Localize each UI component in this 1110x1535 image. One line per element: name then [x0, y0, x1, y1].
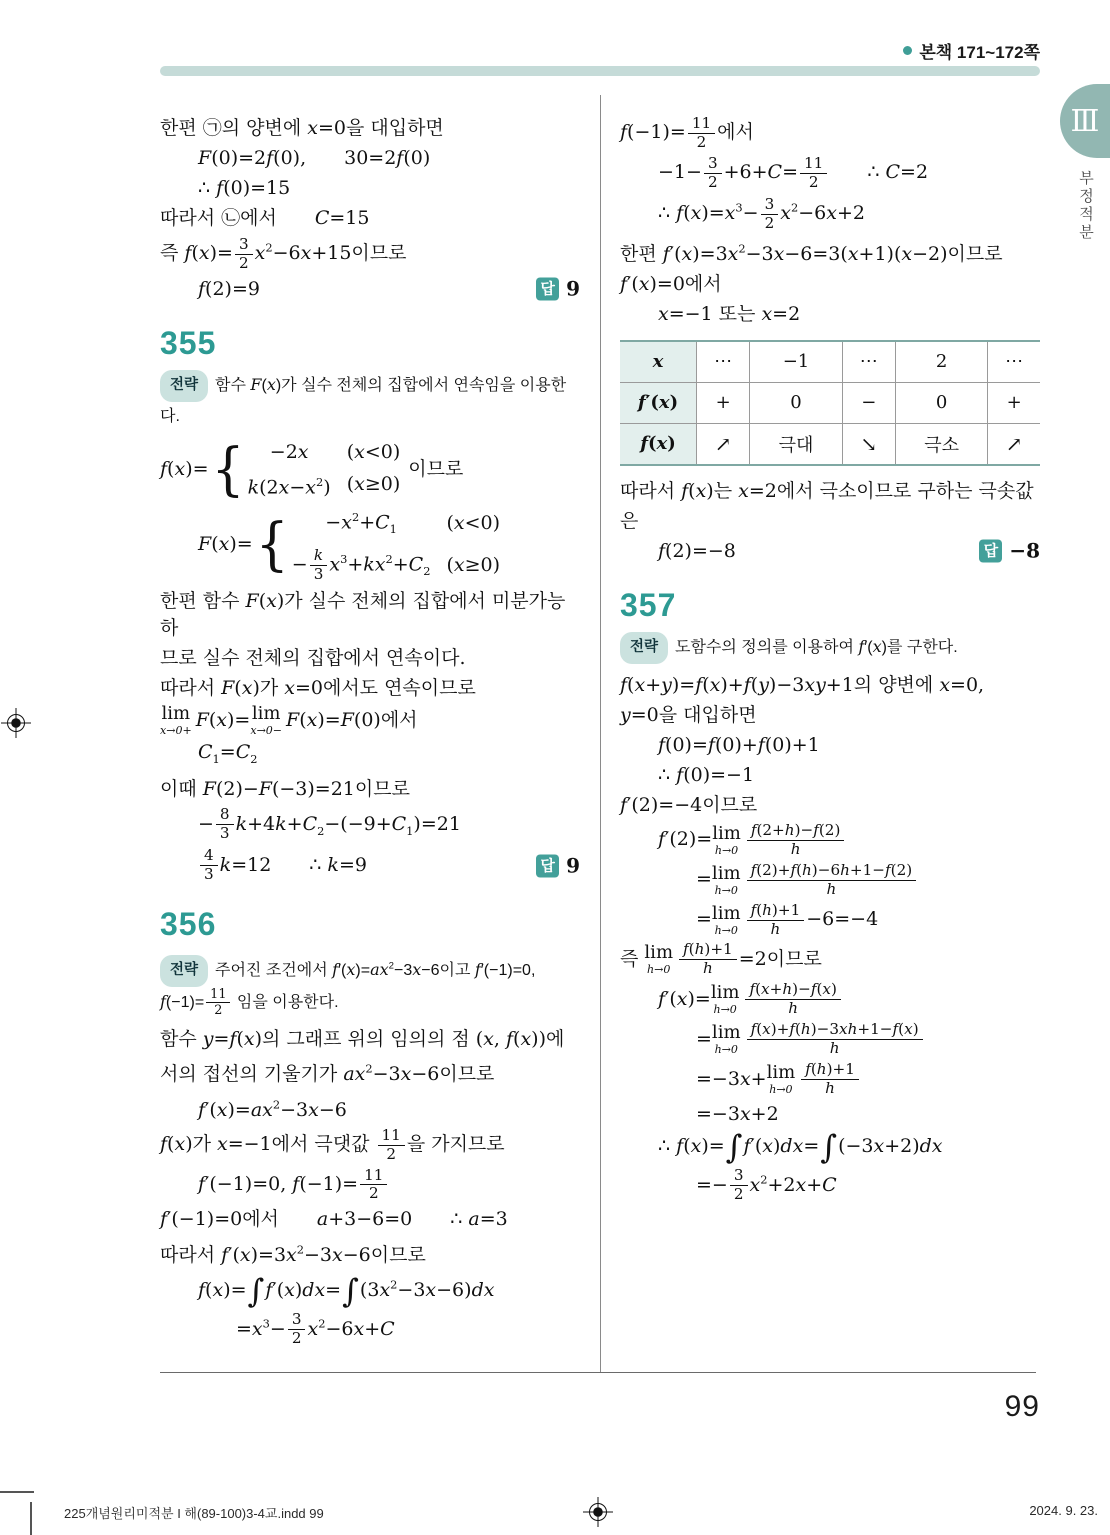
math-line: − $\frac{8}{3}$ $k+4k+C_2-(-9+C_1)=21$: [198, 805, 461, 843]
math-line: F(x)= { $-x^2+C_1$ (x<0) − $\frac{k}{3}$ $x^3+kx^2+C_2$ (x≥0): [198, 510, 501, 584]
math-line: = lim h→0 $\frac{f(x)+f(h)-3xh+1-f(x)}{h}$: [620, 1021, 1040, 1058]
problem-number: 355: [160, 324, 217, 361]
math-line: 므로 실수 전체의 집합에서 연속이다.: [160, 647, 466, 670]
answer-badge: 답 9: [536, 276, 580, 303]
math-line: 따라서 f(x)는 x=2에서 극소이므로 구하는 극솟값: [620, 479, 1034, 502]
table-header-cell: x: [620, 341, 697, 383]
table-cell: 2: [895, 341, 987, 383]
fraction: $\frac{11}{2}$: [360, 1167, 387, 1204]
math-line: f′(2)=−4이므로: [620, 793, 758, 816]
table-row: [620, 341, 1040, 383]
math-line: 서의 접선의 기울기가 $ax^2-3x-6$이므로: [160, 1062, 495, 1086]
header-reference: 본책 171~172쪽: [919, 43, 1040, 62]
integral-icon: ∫: [725, 1127, 743, 1166]
strategy-badge: 전략: [160, 370, 208, 402]
answer-badge: 답 9: [536, 852, 580, 879]
math-line: 즉 lim h→0 $\frac{f(h)+1}{h}$ =2이므로: [620, 940, 822, 978]
math-line: f′(−1)=0, f(−1)= $\frac{11}{2}$: [160, 1167, 580, 1204]
math-line: F(0)=2f(0), 30=2f(0): [198, 147, 431, 169]
math-line: $\frac{4}{3}$ k=12 ∴ k=9 답 9: [160, 847, 580, 884]
fraction: $\frac{f(x+h)-f(x)}{h}$: [745, 981, 840, 1018]
math-line: $C_1=C_2$: [198, 741, 258, 767]
right-column: [620, 112, 1040, 1207]
table-cell: ⋯: [697, 341, 750, 383]
table-header-cell: f(x): [620, 423, 697, 465]
limit: lim h→0: [712, 822, 741, 857]
fraction: $\frac{f(h)+1}{h}$: [801, 1061, 859, 1098]
math-line: 한편 ㉠의 양변에 x=0을 대입하면: [160, 117, 444, 139]
fraction: $\frac{3}{2}$: [730, 1167, 748, 1204]
fraction: $\frac{11}{2}$: [800, 155, 827, 192]
fraction: $\frac{f(h)+1}{h}$: [679, 941, 737, 978]
strategy-badge: 전략: [160, 955, 208, 987]
math-line: ∴ f(0)=15: [198, 177, 291, 199]
math-line: f′(x)= lim h→0 $\frac{f(x+h)-f(x)}{h}$: [620, 981, 1040, 1018]
math-line: 따라서 $f'(x)=3x^2-3x-6$이므로: [160, 1242, 426, 1266]
fraction: $\frac{3}{2}$: [704, 155, 722, 192]
fraction: $\frac{11}{2}$: [378, 1127, 405, 1164]
table-cell: ⋯: [842, 341, 895, 383]
problem-number: 357: [620, 586, 677, 623]
math-line: f(2)=9 답 9: [198, 276, 580, 301]
math-line: = lim h→0 $\frac{f(2)+f(h)-6h+1-f(2)}{h}$: [620, 862, 1040, 899]
math-line: f(−1)= $\frac{11}{2}$ 에서: [620, 114, 754, 151]
math-line: ∴ f(x)=∫f′(x)dx=∫(−3x+2)dx: [658, 1127, 943, 1166]
math-line: f(2)=−8 답 −8: [658, 538, 1040, 563]
strategy: 전략 도함수의 정의를 이용하여 f′(x)를 구한다.: [620, 632, 1040, 664]
math-line: ∴ f(0)=−1: [658, 763, 755, 786]
table-cell: ⋯: [988, 341, 1040, 383]
table-cell: ↘: [842, 423, 895, 465]
bullet-icon: [903, 46, 912, 55]
chapter-numeral: Ⅲ: [1070, 103, 1100, 139]
math-line: =−3x+ lim h→0 $\frac{f(h)+1}{h}$: [620, 1061, 1040, 1098]
fraction: $\frac{11}{2}$: [206, 987, 230, 1018]
integral-icon: ∫: [820, 1127, 838, 1166]
limit: lim h→0: [711, 1022, 741, 1057]
fraction: $\frac{3}{2}$: [235, 236, 253, 273]
fraction: $\frac{11}{2}$: [688, 115, 715, 152]
math-line: x=−1 또는 x=2: [658, 302, 801, 325]
math-line: 함수 y=f(x)의 그래프 위의 임의의 점 (x, f(x))에: [160, 1028, 565, 1050]
footer-file-info: 225개념원리미적분 I 해(89-100)3-4교.indd 99: [64, 1506, 324, 1521]
registration-mark-icon: [583, 1497, 613, 1527]
math-line: 즉 f(x)= $\frac{3}{2}$ $x^2-6x+15$이므로: [160, 234, 407, 272]
table-cell: +: [988, 382, 1040, 423]
table-row: [620, 382, 1040, 423]
math-line: 따라서 ㉡에서 C=15: [160, 207, 370, 229]
limit: lim x→0−: [250, 703, 283, 738]
fraction: $\frac{4}{3}$: [200, 847, 218, 884]
brace: {: [255, 511, 289, 578]
fraction: $\frac{8}{3}$: [216, 806, 234, 843]
math-line: f(x)가 x=−1에서 극댓값 $\frac{11}{2}$ 을 가지므로: [160, 1125, 505, 1163]
math-line: 이때 F(2)−F(−3)=21이므로: [160, 778, 410, 801]
math-line: =−3x+2: [696, 1102, 779, 1125]
table-cell: ↗: [988, 423, 1040, 465]
fraction: $\frac{f(2+h)-f(2)}{h}$: [747, 822, 845, 859]
limit: lim h→0: [710, 982, 740, 1017]
limit: lim x→0+: [160, 703, 192, 738]
fraction: $\frac{f(h)+1}{h}$: [747, 902, 805, 939]
math-line: $f'(x)=ax^2-3x-6$: [198, 1097, 347, 1121]
math-line: f(x)= { −2x (x<0) $k(2x-x^2)$ (x≥0) 이므로: [160, 436, 464, 503]
crop-mark: [30, 1502, 32, 1535]
chapter-label: 부정적분: [1077, 170, 1094, 242]
math-line: =− $\frac{3}{2}$ $x^2+2x+C$: [696, 1166, 837, 1204]
footer-date: 2024. 9. 23.: [1029, 1503, 1098, 1518]
limit: lim h→0: [711, 862, 741, 897]
math-line: f′(2)= lim h→0 $\frac{f(2+h)-f(2)}{h}$: [620, 822, 1040, 859]
answer-badge: 답 −8: [979, 538, 1040, 565]
integral-icon: ∫: [247, 1271, 265, 1310]
limit: lim h→0: [711, 902, 741, 937]
registration-mark-icon: [1, 708, 31, 738]
table-cell: 극대: [750, 423, 842, 465]
math-line: 한편 함수 F(x)가 실수 전체의 집합에서 미분가능하: [160, 590, 566, 640]
math-line: 은: [620, 509, 639, 532]
strategy: 전략 함수 F(x)가 실수 전체의 집합에서 연속임을 이용한다.: [160, 370, 580, 431]
brace: {: [211, 436, 245, 503]
fraction: $\frac{3}{2}$: [288, 1311, 306, 1348]
math-line: f(0)=f(0)+f(0)+1: [658, 733, 820, 756]
table-cell: ↗: [697, 423, 750, 465]
math-line: f′(−1)=0에서 a+3−6=0 ∴ a=3: [160, 1208, 508, 1231]
math-line: 한편 $f'(x)=3x^2-3x-6=3(x+1)(x-2)$이므로: [620, 241, 1003, 265]
table-cell: 0: [895, 382, 987, 423]
table-cell: −1: [750, 341, 842, 383]
math-line: = lim h→0 $\frac{f(h)+1}{h}$ −6=−4: [696, 900, 879, 938]
fraction: $\frac{k}{3}$: [310, 547, 328, 584]
table-cell: 0: [750, 382, 842, 423]
problem-number: 356: [160, 906, 217, 943]
math-line: −1− $\frac{3}{2}$ +6+C= $\frac{11}{2}$ ∴ C=2: [658, 153, 929, 191]
left-column: [160, 112, 580, 1351]
math-line: f(x+y)=f(x)+f(y)−3xy+1의 양변에 x=0,: [620, 673, 985, 696]
page-number: 99: [1004, 1390, 1040, 1423]
math-line: $f(x)=\int f'(x)dx=\int(3x^2-3x-6)dx$: [198, 1271, 495, 1310]
fraction: $\frac{f(2)+f(h)-6h+1-f(2)}{h}$: [747, 862, 917, 899]
header: [903, 38, 1040, 63]
strategy-badge: 전략: [620, 632, 668, 664]
fraction: $\frac{3}{2}$: [761, 196, 779, 233]
crop-mark: [0, 1491, 34, 1493]
sign-table: [620, 340, 1040, 466]
table-cell: 극소: [895, 423, 987, 465]
math-line: $=x^3-$ $\frac{3}{2}$ $x^2-6x+C$: [236, 1310, 395, 1348]
math-line: ∴ $f(x)=x^3-$ $\frac{3}{2}$ $x^2-6x+2$: [658, 194, 865, 232]
table-row: [620, 423, 1040, 465]
limit: lim h→0: [766, 1062, 796, 1097]
header-divider: [160, 66, 1040, 76]
integral-icon: ∫: [342, 1271, 359, 1310]
math-line: y=0을 대입하면: [620, 703, 757, 726]
strategy: 전략 주어진 조건에서 $f'(x)=ax^2-3x-6$이고 f′(−1)=0, f(−1)= $\frac{11}{2}$ 임을 이용한다.: [160, 951, 580, 1018]
math-line: 따라서 F(x)가 x=0에서도 연속이므로: [160, 677, 476, 700]
table-cell: +: [697, 382, 750, 423]
table-header-cell: f′(x): [620, 382, 697, 423]
limit: lim h→0: [644, 942, 674, 977]
math-line: lim x→0+ F(x)= lim x→0− F(x)=F(0)에서: [160, 703, 418, 738]
fraction: $\frac{f(x)+f(h)-3xh+1-f(x)}{h}$: [747, 1021, 923, 1058]
column-divider: [600, 95, 601, 1372]
table-cell: −: [842, 382, 895, 423]
bottom-rule: [160, 1372, 1036, 1373]
math-line: f′(x)=0에서: [620, 272, 722, 295]
chapter-tab: [1060, 84, 1110, 158]
